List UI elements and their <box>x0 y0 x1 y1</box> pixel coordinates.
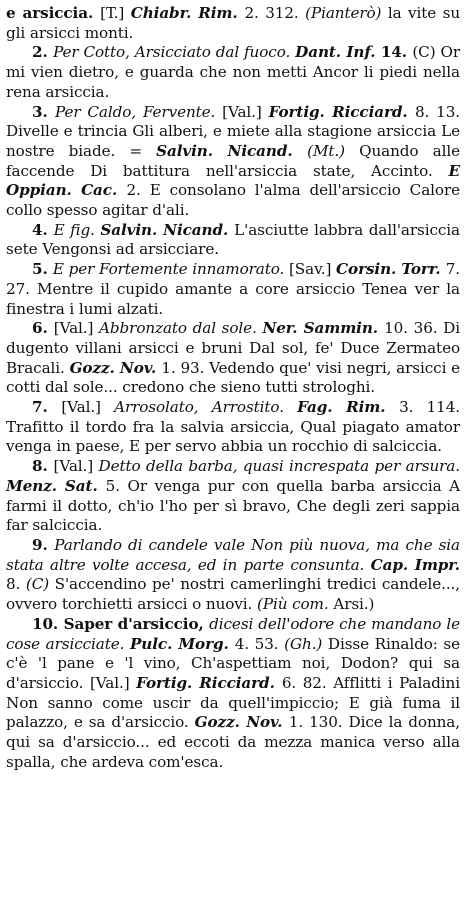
italic-run: Detto della barba, quasi increspata per arsura. <box>98 457 460 476</box>
sense-4 <box>6 221 460 260</box>
sense-2 <box>6 43 460 102</box>
bold-run: 6. <box>32 319 54 338</box>
citation-run: Corsin. Torr. <box>336 260 446 279</box>
citation-run: Fortig. Ricciard. <box>136 673 282 692</box>
bold-run: 3. <box>32 102 56 121</box>
sense-7 <box>6 398 460 457</box>
italic-run: Per Cotto, Arsicciato dal fuoco. <box>53 43 296 62</box>
italic-run: (C) <box>25 575 50 594</box>
text-run: Quando alle faccende Di battitura nell'arsiccia state, Accinto. <box>6 141 460 180</box>
bold-run: 8. <box>32 457 54 476</box>
bold-run: 2. <box>32 43 54 62</box>
bold-run: Saper d'arsiccio, <box>63 614 210 633</box>
text-run: [T.] <box>100 4 131 22</box>
sense-6 <box>6 319 460 398</box>
italic-run: Per Caldo, Fervente. <box>55 102 223 121</box>
text-run: [Val.] <box>222 102 269 121</box>
bold-run: 7. <box>32 398 62 417</box>
text-run: [Val.] <box>53 319 100 338</box>
sense-8 <box>6 457 460 536</box>
sense-10 <box>6 615 460 773</box>
text-run: 1. 93. Vedendo que' visi negri, arsicci e cotti dal sole... credono che sieno tutti strologhi. <box>6 358 460 397</box>
italic-run: Parlando di candele vale Non più nuova, ma che sia stata altre volte accesa, ed in parte consunta. <box>6 535 461 574</box>
bold-run: 4. <box>32 220 54 239</box>
citation-run: Chiabr. Rim. <box>130 4 245 22</box>
italic-run: E fig. <box>53 220 101 239</box>
text-run: 7. 27. Mentre il cupido amante a core arsiccio Tenea ver la finestra i lumi alzati. <box>6 260 460 318</box>
italic-run: (Più com. <box>257 595 334 614</box>
text-run: 4. 53. <box>234 634 285 653</box>
italic-run: (Gh.) <box>284 634 323 653</box>
text-run: 2. E consolano l'alma dell'arsiccio Calore collo spesso agitar d'ali. <box>6 181 460 220</box>
text-run: (C) Or mi vien dietro, e guarda che non metti Ancor li piedi nella rena arsiccia. <box>6 43 460 101</box>
text-run: S'accendino pe' nostri camerlinghi tredici candele..., ovvero torchietti arsicci o nuovi. <box>6 575 460 614</box>
italic-run: Abbronzato dal sole. <box>99 319 263 338</box>
text-run: L'asciutte labbra dall'arsiccia sete Vengonsi ad arsicciare. <box>6 220 461 259</box>
citation-run: Dant. Inf. <box>295 43 381 62</box>
text-run: 5. Or venga pur con quella barba arsiccia A farmi il dotto, ch'io l'ho per sì bravo, Che degli zeri sappia far salciccia. <box>6 476 460 535</box>
text-run: [Val.] <box>53 457 99 476</box>
citation-run: Gozz. Nov. <box>194 713 289 732</box>
entry-continuation <box>6 4 460 43</box>
sense-9 <box>6 536 460 615</box>
italic-run: dicesi dell'odore che mandano le cose arsicciate. <box>6 614 461 653</box>
citation-run: Salvin. Nicand. <box>100 220 235 239</box>
citation-run: Salvin. Nicand. <box>156 141 308 160</box>
text-run: la vite su gli arsicci monti. <box>6 4 461 42</box>
bold-run: 10. <box>32 614 64 633</box>
text-run: 8. 13. Divelle e trincia Gli alberi, e miete alla stagione arsiccia Le nostre biade. = <box>6 102 460 160</box>
bold-run: e arsiccia. <box>6 4 101 22</box>
citation-run: Cap. Impr. <box>370 555 460 574</box>
citation-run: Ner. Sammin. <box>262 319 385 338</box>
bold-run: 9. <box>32 535 55 554</box>
citation-run: Fag. Rim. <box>297 398 400 417</box>
citation-run: Pulc. Morg. <box>129 634 235 653</box>
sense-3 <box>6 103 460 221</box>
text-run: 3. 114. Trafitto il tordo fra la salvia arsiccia, Qual piagato amator venga in paese, E per servo abbia un rocchio di salciccia. <box>6 398 460 456</box>
italic-run: E per Fortemente innamorato. <box>52 260 289 279</box>
text-run: 8. <box>6 575 26 594</box>
text-run: 10. 36. Di dugento villani arsicci e bruni Dal sol, fe' Duce Zermateo Bracali. <box>6 319 461 377</box>
citation-run: E Oppian. Cac. <box>6 161 460 200</box>
italic-run: Arrosolato, Arrostito. <box>114 398 298 417</box>
text-run: [Val.] <box>61 398 115 417</box>
sense-5 <box>6 260 460 319</box>
text-run: Disse Rinaldo: se c'è 'l pane e 'l vino, Ch'aspettiam noi, Dodon? qui sa d'arsiccio. <box>6 634 460 692</box>
italic-run: (Mt.) <box>307 141 345 160</box>
citation-run: Fortig. Ricciard. <box>268 102 415 121</box>
citation-run: Gozz. Nov. <box>69 358 162 377</box>
italic-run: (Pianterò) <box>305 4 382 22</box>
text-run: [Sav.] <box>288 260 337 279</box>
text-run: 6. 82. Afflitti i Paladini Non sanno come uscir da quell'impiccio; E già fuma il palazzo, e sa d'arsiccio. <box>6 673 460 732</box>
text-run: 1. 130. Dice la donna, qui sa d'arsiccio... ed eccoti da mezza manica verso alla spalla, che ardeva com'esca. <box>6 713 460 771</box>
text-run: [Val.] <box>89 673 137 692</box>
bold-run: 5. <box>32 260 53 279</box>
bold-run: 14. <box>380 43 413 62</box>
citation-run: Menz. Sat. <box>6 476 106 495</box>
text-run: Arsi.) <box>333 595 375 614</box>
text-run: 2. 312. <box>244 4 306 22</box>
